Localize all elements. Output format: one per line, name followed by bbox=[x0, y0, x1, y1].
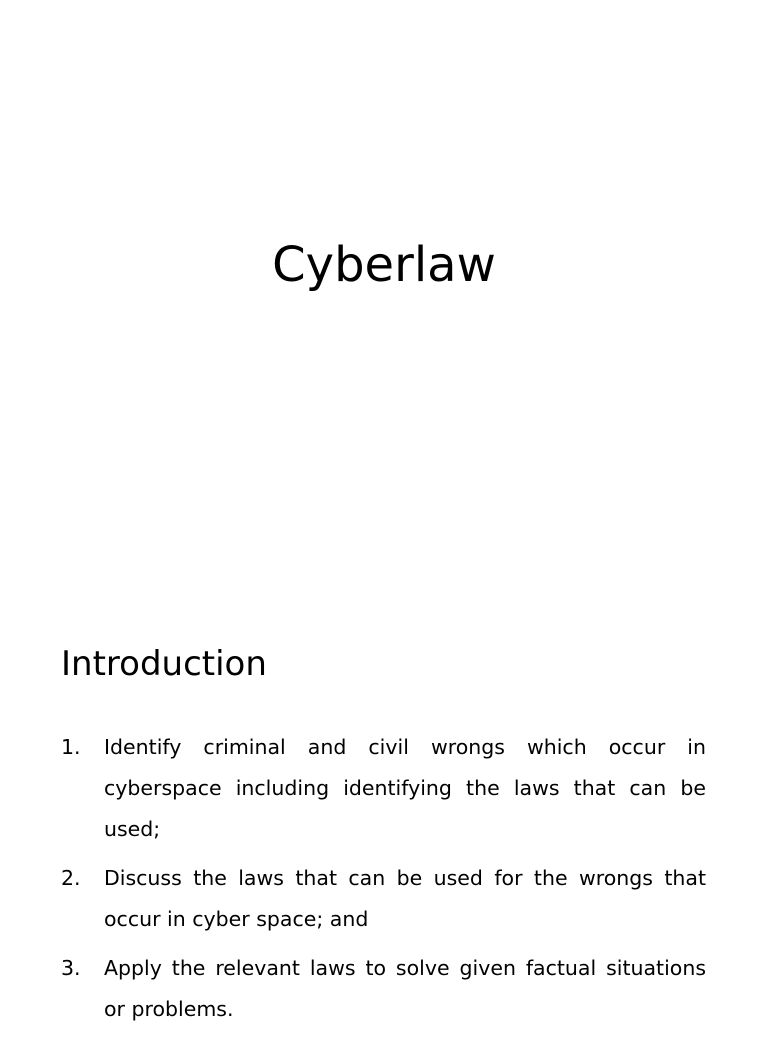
list-item-number: 3. bbox=[61, 956, 81, 980]
list-item-text: Apply the relevant laws to solve given factual situations or problems. bbox=[104, 956, 706, 1021]
objectives-list bbox=[61, 727, 706, 1038]
document-title: Cyberlaw bbox=[272, 237, 496, 293]
list-item bbox=[61, 858, 706, 940]
section-heading: Introduction bbox=[61, 644, 267, 684]
list-item bbox=[61, 948, 706, 1030]
list-item-text: Identify criminal and civil wrongs which occur in cyberspace including identifying the laws that can be used; bbox=[104, 735, 706, 841]
list-item bbox=[61, 727, 706, 850]
list-item-number: 2. bbox=[61, 866, 81, 890]
list-item-number: 1. bbox=[61, 735, 81, 759]
list-item-text: Discuss the laws that can be used for the wrongs that occur in cyber space; and bbox=[104, 866, 706, 931]
